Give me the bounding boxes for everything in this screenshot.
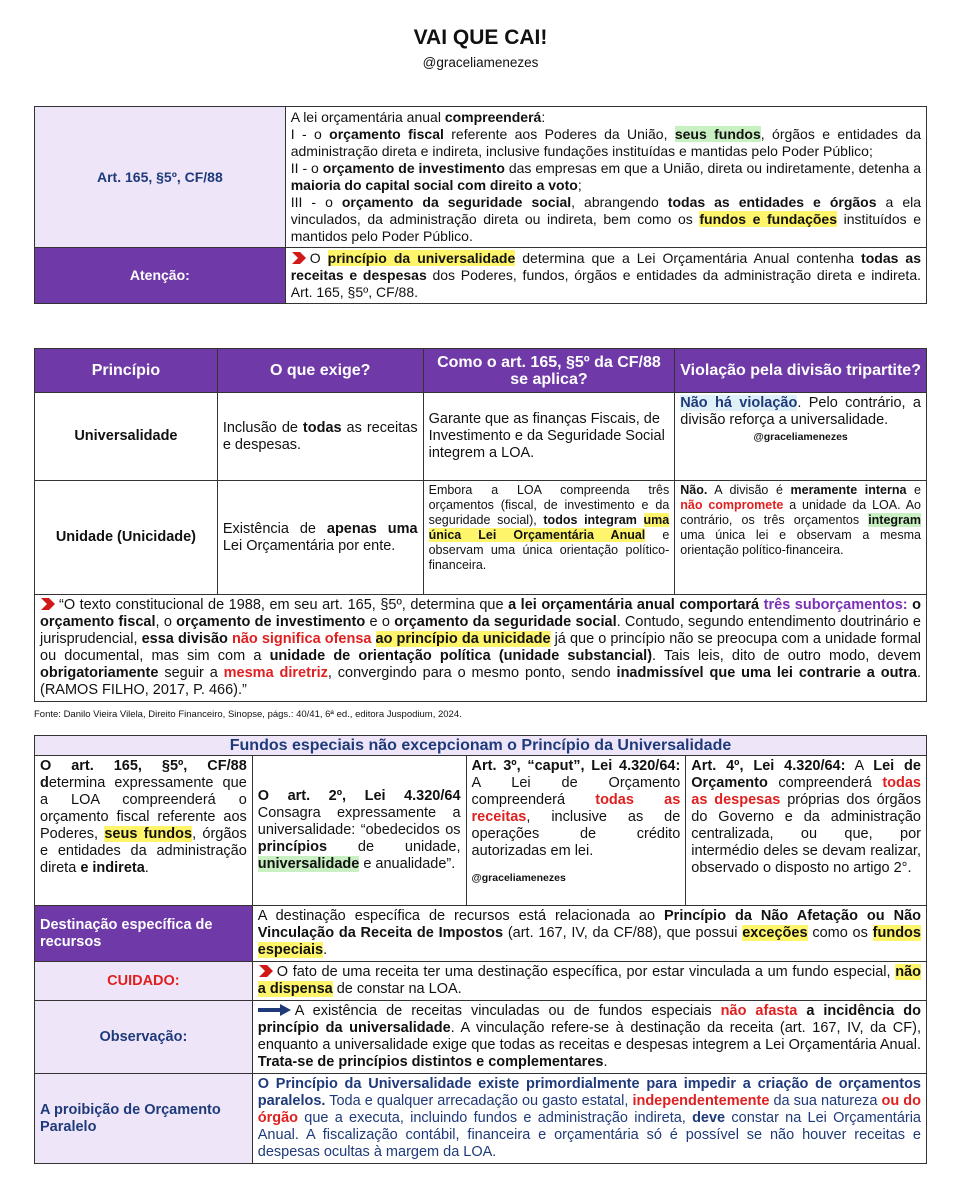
text: a unidade da LOA. Ao contrário, os três orçamentos [680, 498, 922, 527]
text: e indireta [80, 860, 145, 876]
text: próprias dos órgãos do Governo e da administração centralizada, ou que, por intermédio deles se devam realizar, observado o disposto no artigo 2°. [691, 792, 921, 876]
text: I - o [290, 126, 330, 142]
cell [252, 1001, 926, 1074]
highlight: independentemente [632, 1093, 770, 1109]
text: A Lei de Orçamento compreenderá [471, 775, 681, 808]
text: . Tais leis, dito de outro modo, devem [652, 648, 921, 664]
highlight: todas as despesas [691, 775, 921, 808]
cell [686, 756, 927, 906]
row-label: CUIDADO: [35, 962, 253, 1001]
text: Toda e qualquer arrecadação ou gasto estatal, [325, 1093, 633, 1109]
cell [252, 1074, 926, 1164]
text: Embora a LOA compreenda três orçamentos (fiscal, de investimento e da seguridade social), [428, 483, 670, 527]
text: a incidência do princípio da universalidade [257, 1003, 922, 1036]
text: A destinação específica de recursos está relacionada ao [257, 908, 665, 924]
table-row [35, 481, 927, 595]
cell [252, 756, 466, 906]
author-credit: @graceliamenezes [753, 431, 848, 443]
highlight: universalidade [257, 856, 360, 872]
text: . (RAMOS FILHO, 2017, P. 466).” [40, 665, 922, 698]
highlight: não compromete [680, 498, 784, 512]
text: como os [807, 925, 873, 941]
text: . Contudo, segundo entendimento doutrinário e jurisprudencial, [40, 614, 921, 647]
table-principles [34, 348, 927, 702]
text: instituídos e mantidos pelo Poder Público. [290, 211, 921, 244]
table-row [35, 756, 927, 906]
highlight: Não há violação [680, 395, 798, 411]
text: constar na Lei Orçamentária Anual. A fiscalização contábil, financeira e orçamentária só é possível se não houver receitas e despesas ocultas à margem da LOA. [257, 1110, 921, 1160]
text: já que o princípio não se preocupa com a unidade formal ou documental, mas sim com a [40, 631, 921, 664]
text: deve [692, 1110, 726, 1126]
highlight: seus fundos [674, 126, 761, 142]
text: . A vinculação refere-se à destinação da receita (art. 167, IV, da CF), enquanto a universalidade exige que todas as receitas e despesas integrem a Lei Orçamentária Anual. [257, 1020, 921, 1053]
author-handle: @graceliamenezes [422, 55, 539, 70]
text: o orçamento fiscal [40, 597, 921, 630]
text: orçamento de investimento [176, 614, 366, 630]
table-row [35, 906, 927, 962]
text: a ela vinculados, da administração direta ou indireta, bem como os [290, 194, 922, 227]
text: “O texto constitucional de 1988, em seu art. 165, §5º, determina que [59, 597, 509, 613]
text: a lei orçamentária anual comportará [508, 597, 760, 613]
highlight: exceções [742, 925, 808, 941]
text: , órgãos e entidades da administração direta e indireta, inclusive fundações instituídas e mantidas pelo Poder Público; [290, 126, 921, 159]
blue-arrow-icon [258, 1003, 292, 1017]
source-note: Fonte: Danilo Vieira Vilela, Direito Financeiro, Sinopse, págs.: 40/41, 6ª ed., editora Juspodium, 2024. [34, 709, 462, 720]
text: Existência de [222, 520, 327, 537]
text: A existência de receitas vinculadas ou de fundos especiais [294, 1003, 721, 1019]
text: princípios [257, 839, 328, 855]
text: orçamento de investimento [322, 160, 505, 176]
table-row [35, 1074, 927, 1164]
quote-cell [35, 595, 927, 702]
article-text [285, 107, 926, 248]
text: : [541, 109, 546, 125]
text: ; [577, 177, 582, 193]
cell [675, 481, 927, 595]
text: , inclusive as de operações de crédito autorizadas em lei. [471, 809, 681, 859]
cell [423, 481, 675, 595]
text: Não. [680, 483, 708, 497]
text: inadmissível que uma lei contrarie a outra [616, 665, 917, 681]
cell: Garante que as finanças Fiscais, de Investimento e da Seguridade Social integrem a LOA. [423, 393, 675, 481]
highlight: três suborçamentos: [763, 597, 908, 613]
text: etermina expressamente que a LOA compreenderá o orçamento fiscal referente aos Poderes, [40, 775, 247, 842]
text: Princípio da Não Afetação ou Não Vinculação da Receita de Impostos [257, 908, 921, 941]
row-label: Destinação específica de recursos [35, 906, 253, 962]
principle-name: Universalidade [35, 393, 218, 481]
text: , convergindo para o mesmo ponto, sendo [327, 665, 617, 681]
text: Inclusão de [222, 419, 303, 436]
text: . [603, 1054, 608, 1070]
highlight: todas as receitas [471, 792, 681, 825]
text: A [845, 758, 874, 774]
text: Art. 3º, “caput”, Lei 4.320/64: [471, 758, 681, 774]
text: , abrangendo [571, 194, 668, 210]
highlight: ao princípio da unicidade [375, 631, 551, 647]
text: orçamento da seguridade social [394, 614, 617, 630]
text: seguir a [158, 665, 224, 681]
cell [466, 756, 686, 906]
article-reference: Art. 165, §5º, CF/88 [35, 107, 286, 248]
text: todas as entidades e órgãos [667, 194, 877, 210]
column-header: O que exige? [217, 349, 423, 393]
highlight: fundos e fundações [699, 211, 838, 227]
text: O art. 165, §5º, CF/88 d [40, 758, 247, 791]
text: A divisão é [707, 483, 791, 497]
text: O Princípio da Universalidade existe primordialmente para impedir a criação de orçamentos paralelos. [257, 1076, 921, 1109]
text: de unidade, [327, 839, 461, 855]
text: todas [302, 419, 342, 436]
column-header: Princípio [35, 349, 218, 393]
text: maioria do capital social com direito a voto [290, 177, 578, 193]
text: O fato de uma receita ter uma destinação específica, por estar vinculada a um fundo especial, [276, 964, 896, 980]
text: compreenderá [444, 109, 542, 125]
text: Lei de Orçamento [691, 758, 921, 791]
cell [252, 906, 926, 962]
highlight: uma única Lei Orçamentária Anual [428, 513, 670, 542]
text: essa divisão [141, 631, 228, 647]
row-label: A proibição de Orçamento Paralelo [35, 1074, 253, 1164]
cell [217, 393, 423, 481]
cell: O art. 165, §5º, CF/88 determina expressamente que a LOA compreenderá o orçamento fiscal referente aos Poderes, seus fundos, órgãos e entidades da administração direta e indireta. [35, 756, 253, 906]
table-row [35, 595, 927, 702]
text: Fundos especiais não excepcionam o Princípio da Universalidade [229, 737, 732, 754]
red-chevron-arrow-icon [258, 964, 274, 978]
highlight: ou do órgão [257, 1093, 921, 1126]
table-row [35, 107, 927, 248]
text: O art. 2º, Lei 4.320/64 [257, 788, 461, 804]
highlight: não afasta [720, 1003, 798, 1019]
table-row [35, 393, 927, 481]
table-row [35, 1001, 927, 1074]
highlight: integram [868, 513, 921, 527]
text: . [323, 942, 328, 958]
highlight: não significa ofensa [231, 631, 372, 647]
text: orçamento fiscal [329, 126, 444, 142]
text: , o [155, 614, 177, 630]
text: III - o [290, 194, 342, 210]
cell [252, 962, 926, 1001]
attention-text [285, 248, 926, 304]
text: compreenderá [767, 775, 883, 791]
text: orçamento da seguridade social [341, 194, 572, 210]
cell [217, 481, 423, 595]
text: obrigatoriamente [40, 665, 159, 681]
author-credit: @graceliamenezes [471, 872, 566, 884]
text: e anualidade”. [359, 856, 456, 872]
text: A lei orçamentária anual [290, 109, 445, 125]
text: todos integram [543, 513, 637, 527]
cell [675, 393, 927, 481]
column-header: Violação pela divisão tripartite? [675, 349, 927, 393]
text: determina que a Lei Orçamentária Anual contenha [515, 250, 862, 266]
red-chevron-arrow-icon [40, 597, 56, 611]
text: O [309, 250, 328, 266]
text: , órgãos e entidades da administração direta [40, 826, 247, 876]
page-title: VAI QUE CAI! [413, 26, 548, 49]
text: da sua natureza [769, 1093, 882, 1109]
text: Art. 4º, Lei 4.320/64: [691, 758, 846, 774]
text: Consagra expressamente a universalidade: “obedecidos os [257, 805, 461, 838]
text: unidade de orientação política (unidade substancial) [269, 648, 653, 664]
highlight: mesma diretriz [223, 665, 328, 681]
table-row [35, 248, 927, 304]
text: . Pelo contrário, a divisão reforça a universalidade. [680, 395, 921, 428]
highlight: seus fundos [104, 826, 193, 842]
text: uma única lei e observam a mesma orientação político-financeira. [680, 528, 921, 557]
text: que a executa, incluindo fundos e administração indireta, [298, 1110, 693, 1126]
text: Lei Orçamentária por ente. [222, 537, 396, 554]
text: dos Poderes, fundos, órgãos e entidades da administração direta e indireta. Art. 165, §5º, CF/88. [290, 267, 921, 300]
table-row [35, 736, 927, 756]
text: e o [365, 614, 395, 630]
text: II - o [290, 160, 323, 176]
text: das empresas em que a União, direta ou indiretamente, detenha a [504, 160, 921, 176]
text: todas as receitas e despesas [290, 250, 921, 283]
row-label: Observação: [35, 1001, 253, 1074]
table-special-funds [34, 735, 927, 1164]
text: de constar na LOA. [332, 981, 462, 997]
text: e [906, 483, 921, 497]
text: Trata-se de princípios distintos e complementares [257, 1054, 604, 1070]
table-row [35, 962, 927, 1001]
text: meramente interna [790, 483, 907, 497]
highlight: não a dispensa [257, 964, 921, 997]
principle-name: Unidade (Unicidade) [35, 481, 218, 595]
text: apenas uma [326, 520, 418, 537]
table-art165 [34, 106, 927, 304]
highlight: princípio da universalidade [327, 250, 516, 266]
text: e observam uma única orientação político-financeira. [428, 528, 670, 572]
highlight: fundos especiais [257, 925, 921, 958]
text: referente aos Poderes da União, [443, 126, 675, 142]
text: as receitas e despesas. [222, 419, 418, 453]
text: (art. 167, IV, da CF/88), que possui [503, 925, 743, 941]
attention-label: Atenção: [35, 248, 286, 304]
section-title [35, 736, 927, 756]
column-header: Como o art. 165, §5º da CF/88 se aplica? [423, 349, 675, 393]
red-chevron-arrow-icon [291, 251, 307, 265]
table-header-row [35, 349, 927, 393]
